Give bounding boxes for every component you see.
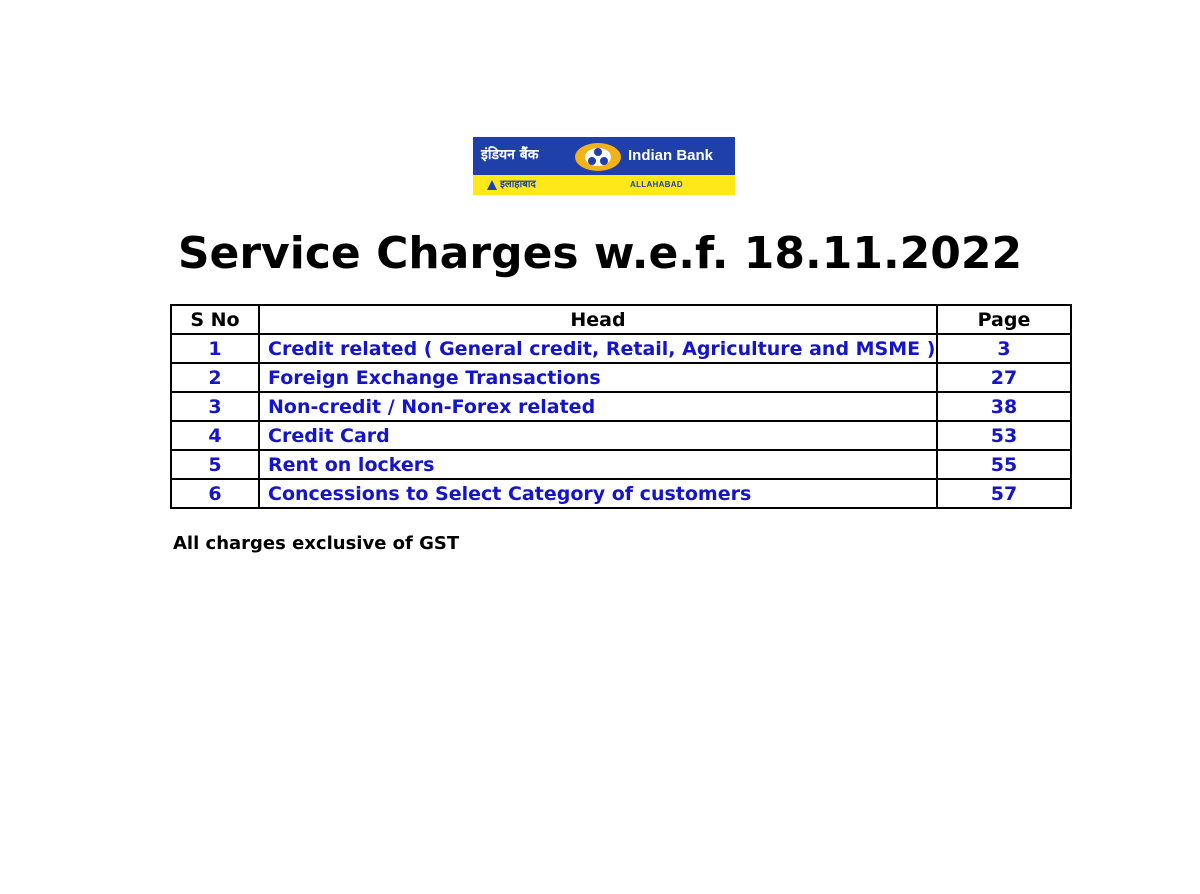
column-header-page: Page — [937, 305, 1071, 334]
row-page: 3 — [937, 334, 1071, 363]
page-title: Service Charges w.e.f. 18.11.2022 — [177, 228, 1023, 279]
table-row — [171, 421, 1071, 450]
logo-english-name: Indian Bank — [628, 147, 714, 164]
row-sno: 5 — [171, 450, 259, 479]
column-header-head: Head — [259, 305, 937, 334]
row-head: Credit related ( General credit, Retail, Agriculture and MSME ) — [259, 334, 937, 363]
row-page: 55 — [937, 450, 1071, 479]
table-row — [171, 479, 1071, 508]
gst-note: All charges exclusive of GST — [173, 533, 460, 554]
row-page: 38 — [937, 392, 1071, 421]
row-page: 53 — [937, 421, 1071, 450]
bank-logo — [473, 137, 735, 195]
table-row — [171, 334, 1071, 363]
row-sno: 4 — [171, 421, 259, 450]
row-head: Foreign Exchange Transactions — [259, 363, 937, 392]
logo-hindi-name: इंडियन बैंक — [481, 147, 539, 163]
row-sno: 3 — [171, 392, 259, 421]
row-head: Credit Card — [259, 421, 937, 450]
triangle-icon — [487, 180, 497, 190]
row-sno: 6 — [171, 479, 259, 508]
logo-english-subtitle: ALLAHABAD — [630, 180, 683, 189]
row-sno: 1 — [171, 334, 259, 363]
logo-hindi-subtitle: इलाहाबाद — [500, 179, 536, 190]
row-page: 57 — [937, 479, 1071, 508]
row-head: Concessions to Select Category of customers — [259, 479, 937, 508]
table-row — [171, 363, 1071, 392]
row-page: 27 — [937, 363, 1071, 392]
table-row — [171, 450, 1071, 479]
column-header-sno: S No — [171, 305, 259, 334]
row-head: Rent on lockers — [259, 450, 937, 479]
service-charges-table — [170, 304, 1072, 509]
row-sno: 2 — [171, 363, 259, 392]
table-header-row — [171, 305, 1071, 334]
bank-emblem-icon — [573, 140, 623, 172]
table-row — [171, 392, 1071, 421]
row-head: Non-credit / Non-Forex related — [259, 392, 937, 421]
